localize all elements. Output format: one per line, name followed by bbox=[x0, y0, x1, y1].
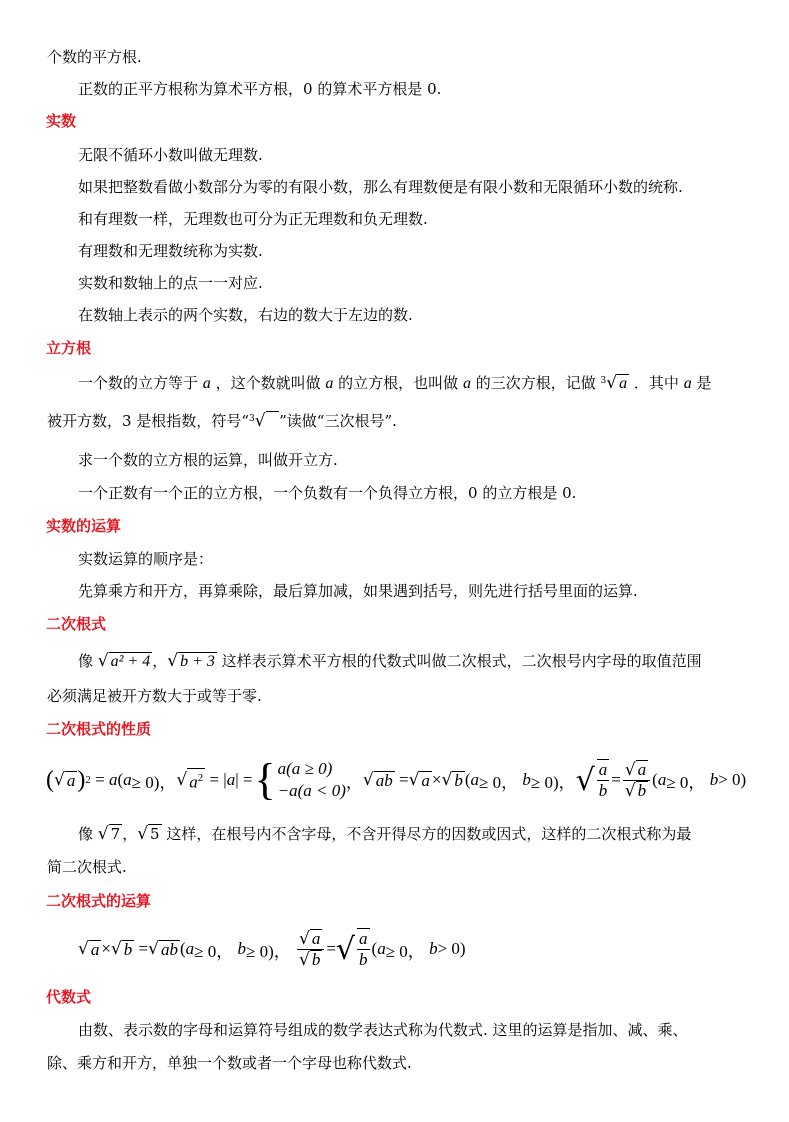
cube-root-symbol: $^3$√ bbox=[249, 412, 279, 430]
text-line: 如果把整数看做小数部分为零的有限小数，那么有理数便是有限小数和无限循环小数的统称. bbox=[78, 178, 683, 196]
text-line: 一个数的立方等于 a ，这个数就叫做 a 的立方根，也叫做 a 的三次方根，记做 $^3$√ a ．其中 a 是 bbox=[78, 373, 712, 393]
cube-root-expression: $^3$√ a bbox=[600, 373, 628, 393]
text-line: 除、乘方和开方，单独一个数或者一个字母也称代数式. bbox=[47, 1054, 412, 1072]
text-line: 由数、表示数的字母和运算符号组成的数学表达式称为代数式. 这里的运算是指加、减、乘、 bbox=[78, 1021, 688, 1039]
section-heading-radical-properties: 二次根式的性质 bbox=[46, 720, 152, 738]
radical-expression: √ b + 3 bbox=[167, 651, 215, 671]
radical-properties-formula: ( √ a ) 2 = a ( a ≥ 0)， √ $a^2$ = | a | = { a(a ≥ 0) −a(a < 0) ， √ ab = √ a × √ b ( a ≥ 0， b ≥ 0)， √ $\frac{a}{b}$ = $\frac{√ a}{√ b}$ ( a ≥ 0， b > 0) bbox=[46, 755, 747, 804]
text-line: 无限不循环小数叫做无理数. bbox=[78, 146, 263, 164]
text-line: 求一个数的立方根的运算，叫做开立方. bbox=[78, 451, 338, 469]
text-line: 有理数和无理数统称为实数. bbox=[78, 242, 263, 260]
text-line: 在数轴上表示的两个实数，右边的数大于左边的数. bbox=[78, 306, 413, 324]
section-heading-algebraic-expression: 代数式 bbox=[46, 988, 92, 1006]
text-line: 个数的平方根. bbox=[47, 48, 142, 66]
radical-expression: √ 5 bbox=[137, 824, 160, 844]
section-heading-radical-operations: 二次根式的运算 bbox=[46, 892, 152, 910]
text-line: 和有理数一样，无理数也可分为正无理数和负无理数. bbox=[78, 210, 428, 228]
section-heading-real-operations: 实数的运算 bbox=[46, 517, 122, 535]
section-heading-cube-root: 立方根 bbox=[46, 339, 92, 357]
radical-operations-formula: √ a × √ b = √ ab ( a ≥ 0， b ≥ 0)， $\frac{√ a}{√ b}$ = √ $\frac{a}{b}$ ( a ≥ 0， b > 0) bbox=[78, 928, 466, 970]
text-line: 实数运算的顺序是： bbox=[78, 550, 214, 568]
radical-expression: √ 7 bbox=[97, 824, 121, 844]
text-line: 先算乘方和开方，再算乘除，最后算加减，如果遇到括号，则先进行括号里面的运算. bbox=[78, 582, 638, 600]
text-line: 实数和数轴上的点一一对应. bbox=[78, 274, 263, 292]
radical-expression: √ a² + 4 bbox=[97, 651, 151, 671]
text-line: 被开方数，3 是根指数，符号“$^3$√ ”读做“三次根号”. bbox=[47, 411, 397, 431]
text-line: 必须满足被开方数大于或等于零. bbox=[47, 687, 262, 705]
text-line: 像 √ 7 ，√ 5 这样，在根号内不含字母，不含开得尽方的因数或因式，这样的二次根式称为最 bbox=[78, 824, 692, 844]
text-line: 像 √ a² + 4 ，√ b + 3 这样表示算术平方根的代数式叫做二次根式，二次根号内字母的取值范围 bbox=[78, 651, 702, 671]
text-line: 正数的正平方根称为算术平方根，0 的算术平方根是 0. bbox=[78, 80, 442, 98]
text-line: 简二次根式. bbox=[47, 858, 127, 876]
text-line: 一个正数有一个正的立方根，一个负数有一个负得立方根，0 的立方根是 0. bbox=[78, 484, 577, 502]
section-heading-quadratic-radical: 二次根式 bbox=[46, 615, 107, 633]
section-heading-real-numbers: 实数 bbox=[46, 112, 77, 130]
